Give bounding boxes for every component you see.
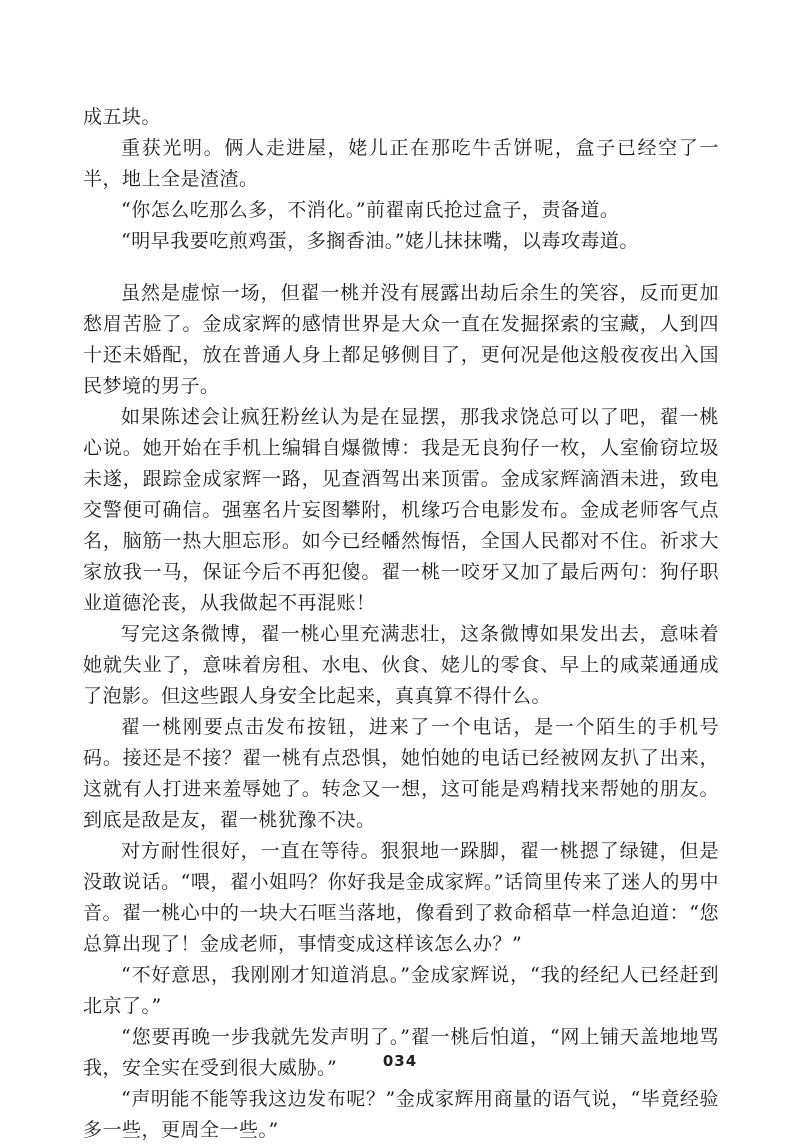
paragraph: “声明能不能等我这边发布呢？”金成家辉用商量的语气说，“毕竟经验多一些，更周全一些。” [83, 1088, 719, 1141]
page-number: 034 [382, 1052, 418, 1070]
paragraph: 成五块。 [83, 106, 162, 128]
paragraph: “明早我要吃煎鸡蛋，多搁香油。”姥儿抹抹嘴，以毒攻毒道。 [121, 230, 639, 252]
paragraph: “您要再晚一步我就先发声明了。”翟一桃后怕道，“网上铺天盖地地骂我，安全实在受到很大威胁。” [83, 1026, 719, 1079]
paragraph: 重获光明。俩人走进屋，姥儿正在那吃牛舌饼呢，盒子已经空了一半，地上全是渣渣。 [83, 137, 719, 190]
text-section-main [83, 278, 719, 1146]
paragraph: 写完这条微博，翟一桃心里充满悲壮，这条微博如果发出去，意味着她就失业了，意味着房租、水电、伙食、姥儿的零食、早上的咸菜通通成了泡影。但这些跟人身安全比起来，真真算不得什么。 [83, 623, 719, 707]
paragraph: 翟一桃刚要点击发布按钮，进来了一个电话，是一个陌生的手机号码。接还是不接？翟一桃有点恐惧，她怕她的电话已经被网友扒了出来，这就有人打进来羞辱她了。转念又一想，这可能是鸡精找来帮她的朋友。到底是敌是友，翟一桃犹豫不决。 [83, 716, 719, 831]
text-section-top [83, 102, 719, 257]
paragraph: “你怎么吃那么多，不消化。”前翟南氏抢过盒子，责备道。 [121, 199, 620, 221]
paragraph: 虽然是虚惊一场，但翟一桃并没有展露出劫后余生的笑容，反而更加愁眉苦脸了。金成家辉的感情世界是大众一直在发掘探索的宝藏，人到四十还未婚配，放在普通人身上都足够侧目了，更何况是他这般夜夜出入国民梦境的男子。 [83, 282, 719, 397]
paragraph: 对方耐性很好，一直在等待。狠狠地一跺脚，翟一桃摁了绿键，但是没敢说话。“喂，翟小姐吗？你好我是金成家辉。”话筒里传来了迷人的男中音。翟一桃心中的一块大石哐当落地，像看到了救命稻草一样急迫道：“您总算出现了！金成老师，事情变成这样该怎么办？” [83, 840, 719, 955]
paragraph: “不好意思，我刚刚才知道消息。”金成家辉说，“我的经纪人已经赶到北京了。” [83, 964, 719, 1017]
paragraph: 如果陈述会让疯狂粉丝认为是在显摆，那我求饶总可以了吧，翟一桃心说。她开始在手机上编辑自爆微博：我是无良狗仔一枚，人室偷窃垃圾未遂，跟踪金成家辉一路，见查酒驾出来顶雷。金成家辉滴酒未进，致电交警便可确信。强塞名片妄图攀附，机缘巧合电影发布。金成老师客气点名，脑筋一热大胆忘形。如今已经幡然悔悟，全国人民都对不住。祈求大家放我一马，保证今后不再犯傻。翟一桃一咬牙又加了最后两句：狗仔职业道德沦丧，从我做起不再混账！ [83, 406, 719, 614]
